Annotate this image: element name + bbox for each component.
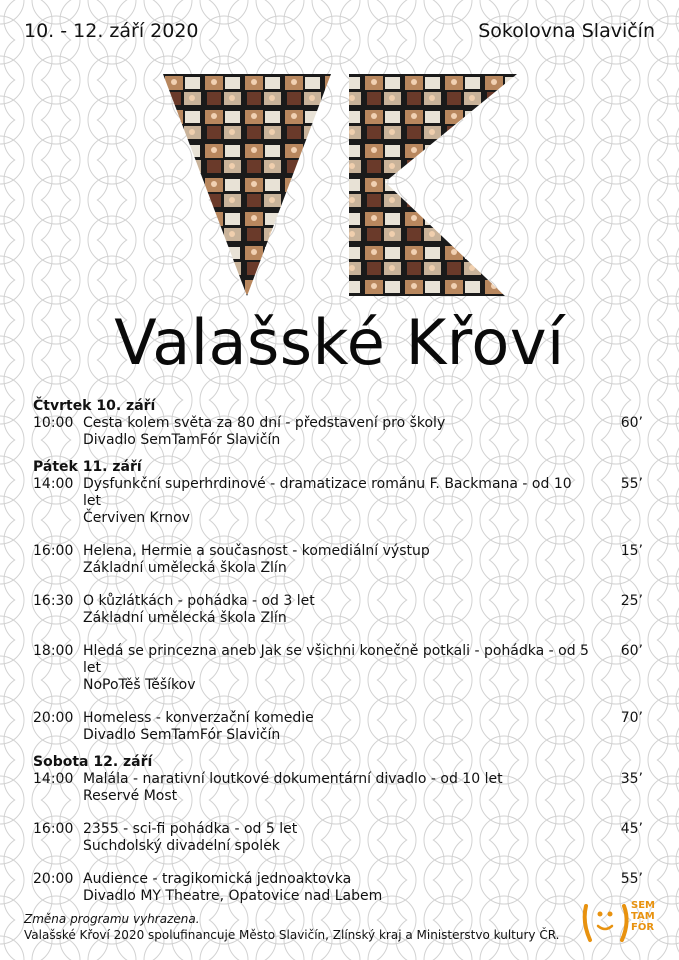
event-company: Základní umělecká škola Zlín [83,560,287,576]
event-time: 14:00 [33,771,74,787]
schedule-event [33,415,653,449]
event-company: Divadlo MY Theatre, Opatovice nad Labem [83,888,383,904]
schedule-event [33,710,653,744]
schedule-event [33,476,653,527]
event-company: Reservé Most [83,788,178,804]
day-label: Čtvrtek 10. září [33,398,156,414]
schedule-event [33,871,653,905]
event-duration: 60’ [620,415,643,431]
event-title: O kůzlátkách - pohádka - od 3 let [83,593,315,609]
schedule-event [33,543,653,577]
event-company: NoPoTěš Těšíkov [83,677,196,693]
event-title: Malála - narativní loutkové dokumentární divadlo - od 10 let [83,771,503,787]
schedule-day [33,459,653,744]
event-duration: 45’ [620,821,643,837]
event-time: 18:00 [33,643,74,659]
event-duration: 60’ [620,643,643,659]
event-time: 16:30 [33,593,74,609]
event-title: Audience - tragikomická jednoaktovka [83,871,352,887]
event-company: Divadlo SemTamFór Slavičín [83,727,281,743]
schedule-day [33,398,653,449]
logo-letter-k [349,74,517,296]
event-time: 10:00 [33,415,74,431]
day-label: Sobota 12. září [33,754,153,770]
event-duration: 25’ [620,593,643,609]
program-change-note: Změna programu vyhrazena. [24,912,200,926]
event-time: 14:00 [33,476,74,492]
event-company: Divadlo SemTamFór Slavičín [83,432,281,448]
event-title: Helena, Hermie a současnost - komediální výstup [83,543,430,559]
event-company: Suchdolský divadelní spolek [83,838,280,854]
funding-note: Valašské Křoví 2020 spolufinancuje Město Slavičín, Zlínský kraj a Ministerstvo kultury ČR. [24,928,560,942]
program-schedule [33,398,653,905]
event-venue: Sokolovna Slavičín [478,20,655,42]
event-title: Dysfunkční superhrdinové - dramatizace románu F. Backmana - od 10 let [83,476,572,509]
festival-title: Valašské Křoví [114,306,565,379]
event-company: Základní umělecká škola Zlín [83,610,287,626]
event-time: 20:00 [33,710,74,726]
event-company: Červiven Krnov [83,510,190,526]
event-title: 2355 - sci-fi pohádka - od 5 let [83,821,298,837]
event-time: 16:00 [33,821,74,837]
event-time: 16:00 [33,543,74,559]
event-duration: 55’ [620,476,643,492]
event-duration: 70’ [620,710,643,726]
event-time: 20:00 [33,871,74,887]
event-dates: 10. - 12. září 2020 [24,20,199,42]
semtamfor-wordmark: SEM TAM FÓR [631,900,655,933]
schedule-event [33,643,653,694]
logo-letter-v [163,74,331,296]
festival-logo-collage [163,74,517,298]
event-duration: 15’ [620,543,643,559]
schedule-day [33,754,653,905]
schedule-event [33,771,653,805]
schedule-event [33,821,653,855]
event-duration: 35’ [620,771,643,787]
footer [24,911,559,943]
event-duration: 55’ [620,871,643,887]
event-title: Hledá se princezna aneb Jak se všichni konečně potkali - pohádka - od 5 let [83,643,589,676]
schedule-event [33,593,653,627]
day-label: Pátek 11. září [33,459,142,475]
event-title: Homeless - konverzační komedie [83,710,314,726]
event-title: Cesta kolem světa za 80 dní - představení pro školy [83,415,446,431]
